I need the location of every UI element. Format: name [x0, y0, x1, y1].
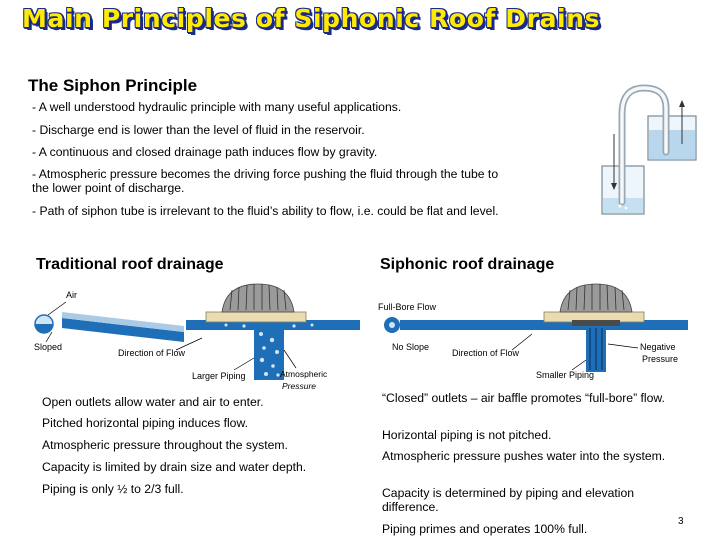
siphon-bullet: the lower point of discharge.	[32, 181, 185, 195]
siphonic-point: Horizontal piping is not pitched.	[382, 428, 552, 442]
siphon-bullet: - A continuous and closed drainage path induces flow by gravity.	[32, 145, 378, 159]
siphonic-point: Capacity is determined by piping and elevation difference.	[382, 486, 635, 514]
siphon-bullet: - Discharge end is lower than the level of fluid in the reservoir.	[32, 123, 365, 137]
siphon-beaker-illustration	[598, 74, 702, 220]
smaller-piping-label: Smaller Piping	[536, 370, 595, 380]
pressure-label: Pressure	[642, 354, 679, 364]
siphon-bullet: - Atmospheric pressure becomes the driving force pushing the fluid through the tube to	[32, 167, 499, 181]
larger-piping-label: Larger Piping	[192, 371, 246, 381]
traditional-point: Capacity is limited by drain size and water depth.	[42, 460, 307, 474]
traditional-heading: Traditional roof drainage	[36, 256, 224, 273]
atmospheric-label: Atmospheric	[280, 369, 328, 379]
direction-of-flow-label: Direction of Flow	[118, 348, 186, 358]
siphonic-point: “Closed” outlets – air baffle promotes “full-bore” flow.	[382, 391, 665, 405]
siphonic-heading: Siphonic roof drainage	[380, 256, 555, 273]
siphonic-point: Atmospheric pressure pushes water into the system.	[382, 449, 666, 463]
traditional-pressure-label	[280, 380, 340, 394]
traditional-point: Open outlets allow water and air to enter.	[42, 395, 264, 409]
traditional-drain-diagram	[26, 282, 366, 382]
sloped-label: Sloped	[34, 342, 63, 352]
slide-title: Main Principles of Siphonic Roof Drains	[22, 4, 601, 33]
siphonic-drain-diagram	[372, 282, 692, 382]
full-bore-flow-label: Full-Bore Flow	[378, 302, 437, 312]
no-slope-label: No Slope	[392, 342, 430, 352]
air-label: Air	[66, 290, 77, 300]
siphon-principle-heading: The Siphon Principle	[28, 76, 198, 95]
page-number: 3	[678, 516, 684, 527]
direction-of-flow-label: Direction of Flow	[452, 348, 520, 358]
siphonic-point: Piping primes and operates 100% full.	[382, 522, 588, 536]
negative-label: Negative	[640, 342, 676, 352]
siphon-bullet: - Path of siphon tube is irrelevant to the fluid’s ability to flow, i.e. could be flat and level.	[32, 204, 499, 218]
traditional-point: Atmospheric pressure throughout the system.	[42, 438, 288, 452]
pressure-label: Pressure	[282, 381, 317, 391]
siphon-bullet: - A well understood hydraulic principle with many useful applications.	[32, 100, 402, 114]
traditional-point: Piping is only ½ to 2/3 full.	[42, 482, 184, 496]
traditional-point: Pitched horizontal piping induces flow.	[42, 416, 248, 430]
